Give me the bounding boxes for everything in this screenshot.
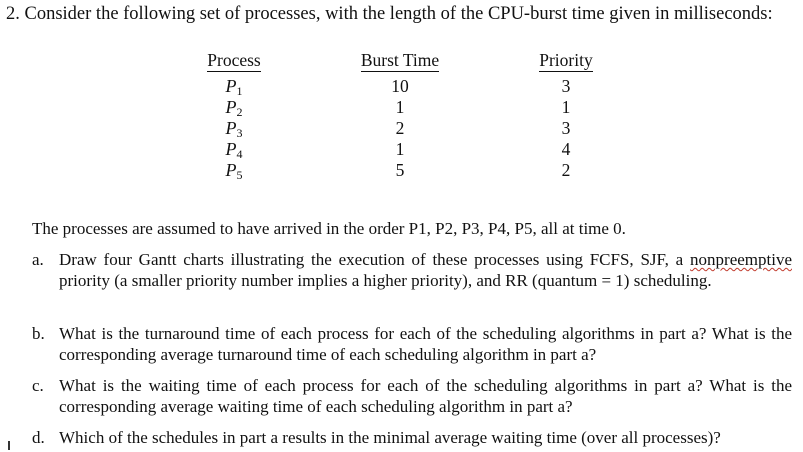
part-a-text: Draw four Gantt charts illustrating the execution of these processes using FCFS, SJF, a nonpreemptive priority (a smaller priority number implies a higher priority), and RR (quantum = 1) scheduling. <box>59 250 792 290</box>
text-cursor <box>8 441 10 450</box>
part-c <box>32 375 792 417</box>
part-d <box>32 427 792 448</box>
burst-cell: 10 <box>391 76 409 96</box>
priority-column <box>526 50 606 181</box>
spellcheck-word[interactable]: nonpreemptive <box>690 250 792 269</box>
part-b-text: What is the turnaround time of each process for each of the scheduling algorithms in part a? What is the corresponding average turnaround time of each scheduling algorithm in part a? <box>59 324 792 364</box>
priority-cell: 1 <box>561 97 571 117</box>
part-c-text: What is the waiting time of each process for each of the scheduling algorithms in part a? What is the corresponding average waiting time of each scheduling algorithm in part a? <box>59 376 792 416</box>
part-d-letter: d. <box>32 428 45 447</box>
burst-cell: 5 <box>395 160 405 180</box>
burst-cell: 1 <box>395 97 405 117</box>
part-b-letter: b. <box>32 324 45 343</box>
intro-text: The processes are assumed to have arrived in the order P1, P2, P3, P4, P5, all at time 0. <box>32 219 626 238</box>
priority-cell: 4 <box>561 139 571 159</box>
priority-cell: 3 <box>561 76 571 96</box>
priority-cell: 2 <box>561 160 571 180</box>
process-cell: $P_5$ <box>225 160 243 182</box>
process-cell: $P_2$ <box>225 97 243 119</box>
burst-column <box>345 50 455 181</box>
priority-header: Priority <box>539 50 593 70</box>
process-cell: $P_4$ <box>225 139 243 161</box>
question-title: 2. Consider the following set of processes, with the length of the CPU-burst time given in milliseconds: <box>6 4 773 24</box>
burst-cell: 2 <box>395 118 405 138</box>
part-d-text: Which of the schedules in part a results in the minimal average waiting time (over all processes)? <box>59 428 721 447</box>
process-header: Process <box>207 50 261 70</box>
burst-header: Burst Time <box>360 50 440 70</box>
part-b <box>32 323 792 365</box>
process-column <box>195 50 273 181</box>
process-cell: $P_1$ <box>225 76 243 98</box>
part-a-letter: a. <box>32 250 44 269</box>
priority-cell: 3 <box>561 118 571 138</box>
burst-cell: 1 <box>395 139 405 159</box>
process-cell: $P_3$ <box>225 118 243 140</box>
part-c-letter: c. <box>32 376 44 395</box>
part-a <box>32 249 792 291</box>
